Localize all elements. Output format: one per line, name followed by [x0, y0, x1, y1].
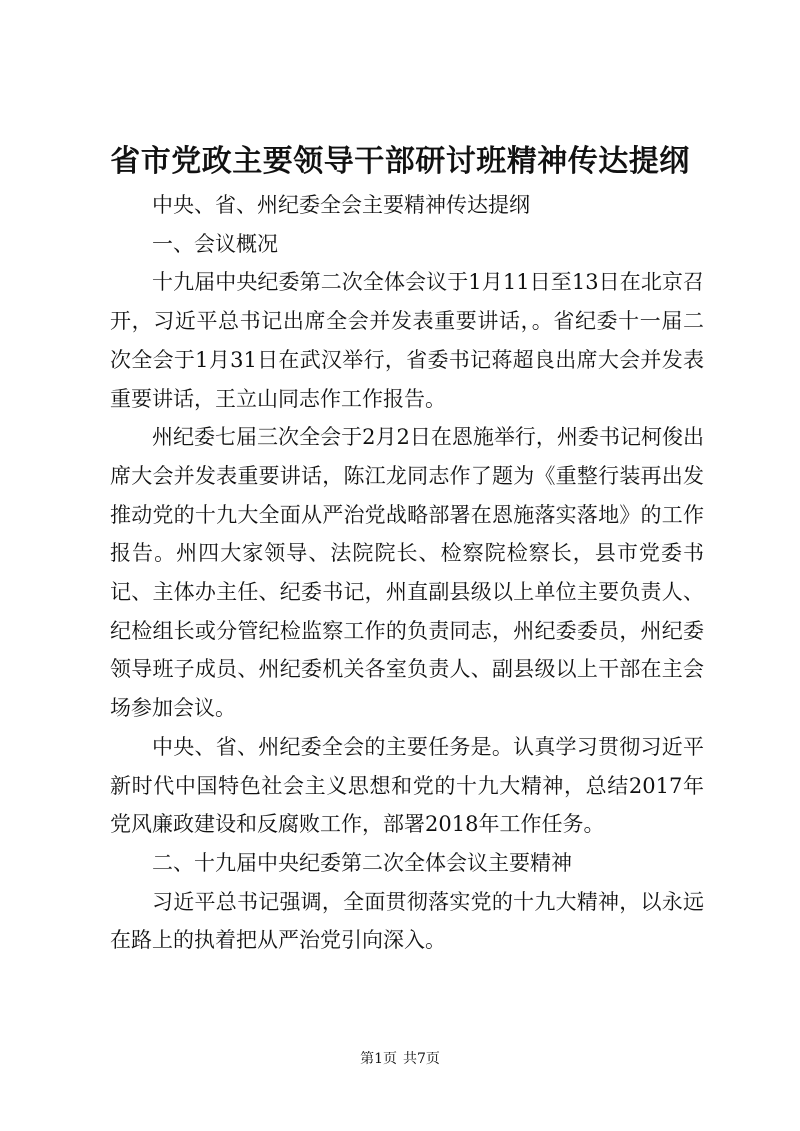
document-body	[110, 186, 704, 960]
page-footer	[0, 1049, 800, 1069]
body-paragraph: 十九届中央纪委第二次全体会议于1月11日至13日在北京召开，习近平总书记出席全会并发表重要讲话，。省纪委十一届二次全会于1月31日在武汉举行，省委书记蒋超良出席大会并发表重要讲话，王立山同志作工作报告。	[110, 270, 704, 411]
page-number: 第1页	[360, 1051, 397, 1067]
body-paragraph: 州纪委七届三次全会于2月2日在恩施举行，州委书记柯俊出席大会并发表重要讲话，陈江龙同志作了题为《重整行装再出发推动党的十九大全面从严治党战略部署在恩施落实落地》的工作报告。州四大家领导、法院院长、检察院检察长，县市党委书记、主体办主任、纪委书记，州直副县级以上单位主要负责人、纪检组长或分管纪检监察工作的负责同志，州纪委委员，州纪委领导班子成员、州纪委机关各室负责人、副县级以上干部在主会场参加会议。	[110, 425, 704, 721]
body-paragraph: 中央、省、州纪委全会的主要任务是。认真学习贯彻习近平新时代中国特色社会主义思想和党的十九大精神，总结2017年党风廉政建设和反腐败工作，部署2018年工作任务。	[110, 734, 704, 837]
page-total: 共7页	[403, 1051, 440, 1067]
document-title: 省市党政主要领导干部研讨班精神传达提纲	[110, 144, 690, 179]
body-paragraph: 习近平总书记强调，全面贯彻落实党的十九大精神，以永远在路上的执着把从严治党引向深入。	[110, 889, 704, 953]
section-heading-1: 一、会议概况	[152, 231, 278, 256]
section-heading-2: 二、十九届中央纪委第二次全体会议主要精神	[152, 850, 572, 875]
subtitle-paragraph: 中央、省、州纪委全会主要精神传达提纲	[152, 193, 530, 217]
